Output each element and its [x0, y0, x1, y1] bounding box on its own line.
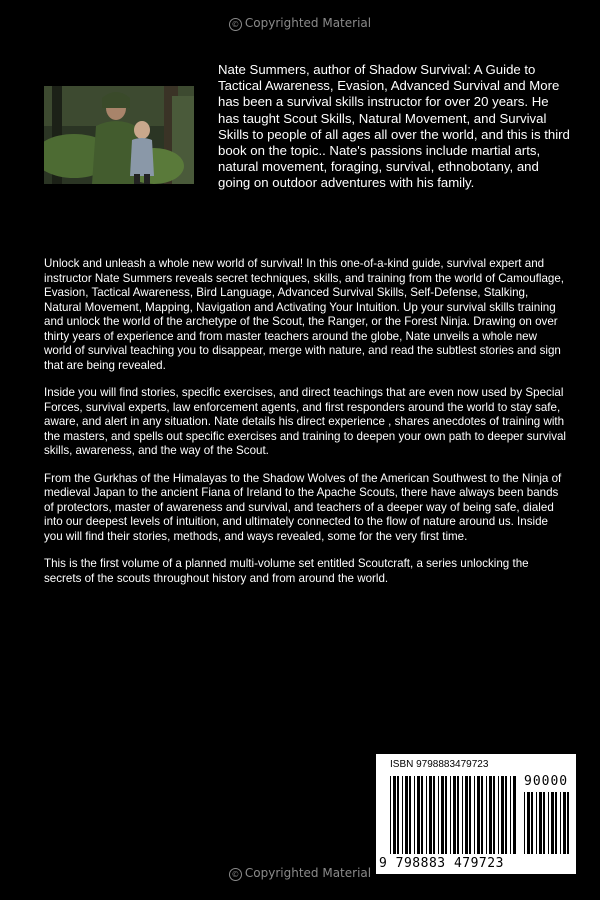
copyright-watermark-top: © Copyrighted Material [0, 16, 600, 31]
isbn-barcode-digits: 9 798883 479723 [379, 856, 504, 871]
description-paragraph: From the Gurkhas of the Himalayas to the Shadow Wolves of the American Southwest to the Ninja of medieval Japan to the ancient Fiana of Ireland to the Apache Scouts, there have always been bands of protectors, master of awareness and survival, and teachers of a deeper way of being safe, dialed into our deepest levels of intuition, and ultimately connected to the flow of nature around us. Inside you will find their stories, methods, and ways revealed, some for the very first time. [44, 471, 562, 543]
author-bio: Nate Summers, author of Shadow Survival: A Guide to Tactical Awareness, Evasion, Advanced Survival and More has been a survival skills instructor for over 20 years. He has taught Scout Skills, Natural Movement, and Survival Skills to people of all ages all over the world, and this is third book on the topic.. Nate's passions include martial arts, natural movement, foraging, survival, ethnobotany, and going on outdoor adventures with his family. [218, 62, 570, 191]
description-paragraph: Inside you will find stories, specific exercises, and direct teachings that are even now used by Special Forces, survival experts, law enforcement agents, and first responders around the world to stay safe, aware, and alert in any situation. Nate details his direct experience , shares anecdotes of training with the masters, and spells out specific exercises and training to deepen your own path to deeper survival skills, awareness, and the way of the Scout. [44, 386, 567, 457]
copyright-watermark-bottom: © Copyrighted Material [0, 866, 600, 881]
description-paragraph: This is the first volume of a planned multi-volume set entitled Scoutcraft, a series unlocking the secrets of the scouts throughout history and from around the world. [44, 557, 529, 585]
isbn-barcode-block [376, 754, 576, 874]
isbn-addon-number: 90000 [524, 774, 569, 789]
author-photo [44, 86, 194, 184]
book-description [44, 257, 566, 599]
description-paragraph: Unlock and unleash a whole new world of survival! In this one-of-a-kind guide, survival expert and instructor Nate Summers reveals secret techniques, skills, and training from the world of Camouflage, Evasion, Tactical Awareness, Bird Language, Advanced Survival Skills, Self-Defense, Stalking, Natural Movement, Mapping, Navigation and Activating Your Intuition. Up your survival skills training and unlock the world of the archetype of the Scout, the Ranger, or the Forest Ninja. Drawing on over thirty years of experience and from master teachers around the globe, Nate unveils a whole new world of survival teaching you to disappear, merge with nature, and read the subtlest stories and sign that are being revealed. [44, 257, 565, 372]
isbn-label: ISBN 9798883479723 [390, 759, 489, 770]
